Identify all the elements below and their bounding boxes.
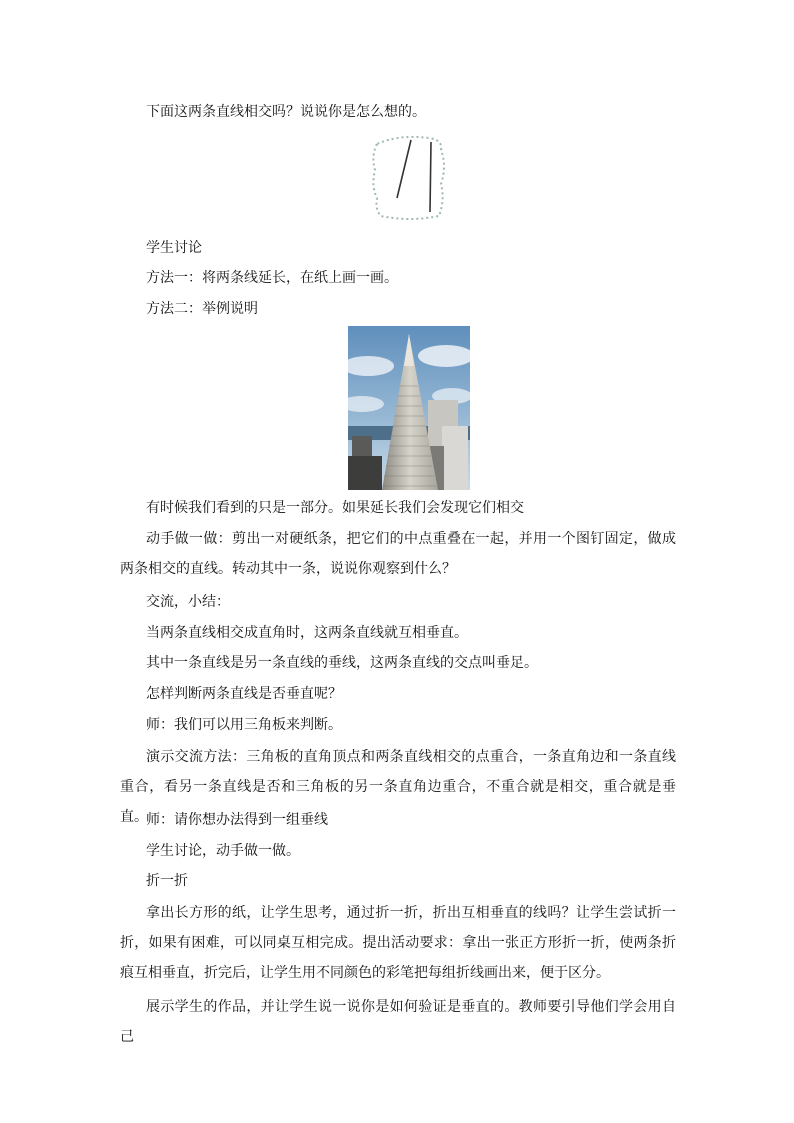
pyramid-building-photo: [348, 326, 470, 490]
teacher-get-perpendicular: 师：请你想办法得到一组垂线: [146, 812, 328, 828]
method-two: 方法二：举例说明: [146, 301, 258, 317]
discussion-heading: 学生讨论: [146, 240, 202, 256]
partial-view-text: 有时候我们看到的只是一部分。如果延长我们会发现它们相交: [146, 500, 524, 516]
demo-method: 演示交流方法：三角板的直角顶点和两条直线相交的点重合，一条直角边和一条直线重合，看另一条直线是否和三角板的另一条直角边重合，不重合就是相交，重合就是垂直。: [120, 749, 676, 825]
teacher-triangle-ruler: 师：我们可以用三角板来判断。: [146, 717, 342, 733]
summary-heading: 交流，小结：: [146, 594, 230, 610]
summary-perpendicular: 当两条直线相交成直角时，这两条直线就互相垂直。: [146, 625, 468, 641]
method-one: 方法一：将两条线延长，在纸上画一画。: [146, 270, 398, 286]
show-works: 展示学生的作品，并让学生说一说你是如何验证是垂直的。教师要引导他们学会用自己: [120, 999, 676, 1045]
hands-on-activity: 动手做一做：剪出一对硬纸条，把它们的中点重叠在一起，并用一个图钉固定，做成两条相交的直线。转动其中一条，说说你观察到什么？: [120, 531, 676, 577]
student-discussion: 学生讨论，动手做一做。: [146, 843, 300, 859]
two-lines-figure: [369, 136, 447, 220]
question-how-to-judge: 怎样判断两条直线是否垂直呢？: [146, 686, 342, 702]
question-line: 下面这两条直线相交吗？说说你是怎么想的。: [146, 104, 426, 120]
fold-heading: 折一折: [146, 873, 188, 889]
fold-activity: 拿出长方形的纸，让学生思考，通过折一折，折出互相垂直的线吗？让学生尝试折一折，如果有困难，可以同桌互相完成。提出活动要求：拿出一张正方形折一折，使两条折痕互相垂直，折完后，让学生用不同颜色的彩笔把每组折线画出来，便于区分。: [120, 905, 676, 981]
summary-foot-of-perpendicular: 其中一条直线是另一条直线的垂线，这两条直线的交点叫垂足。: [146, 655, 538, 671]
